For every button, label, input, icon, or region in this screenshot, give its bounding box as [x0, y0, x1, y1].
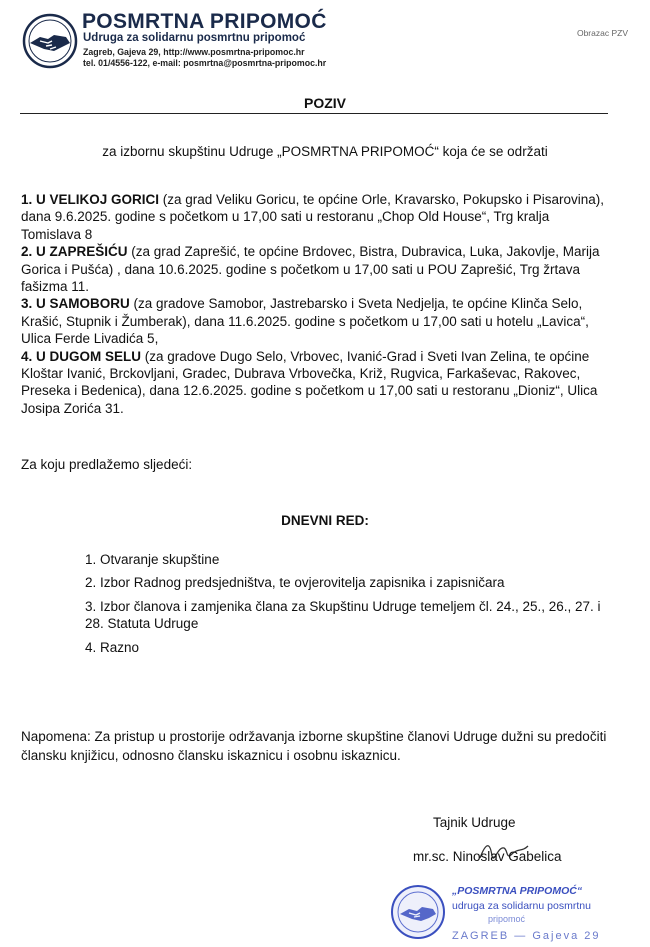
agenda-item: 4. Razno — [85, 639, 140, 655]
org-contact: tel. 01/4556-122, e-mail: posmrtna@posmrtna-pripomoc.hr — [83, 58, 327, 68]
stamp-line: „POSMRTNA PRIPOMOĆ“ — [452, 885, 583, 897]
handshake-seal-icon — [390, 884, 446, 940]
proposal-text: Za koju predlažemo sljedeći: — [21, 457, 193, 472]
location-heading: 4. U DUGOM SELU — [21, 348, 142, 364]
location-details: (za gradove Dugo Selo, Vrbovec, Ivanić-Grad i Sveti Ivan Zelina, te općine Kloštar Ivanić, Brckovljani, Gradec, Dubrava Vrbovečka, Križ, Rugvica, Farkaševac, Rakovec, Preseka i Bedenica), dana 12.6.2025. godine s početkom u 17,00 sati u restoranu „Dioniz“, Ulica Josipa Zorića 31. — [21, 348, 598, 416]
agenda-title: DNEVNI RED: — [281, 513, 369, 528]
agenda-item: 2. Izbor Radnog predsjedništva, te ovjerovitelja zapisnika i zapisničara — [85, 575, 505, 591]
agenda-list — [85, 551, 605, 662]
signatory-name: mr.sc. Ninoslav Gabelica — [413, 849, 562, 864]
form-code: Obrazac PZV — [576, 28, 628, 38]
agenda-item: 1. Otvaranje skupštine — [85, 552, 220, 567]
org-subtitle: Udruga za solidarnu posmrtnu pripomoć — [83, 32, 306, 44]
agenda-item: 3. Izbor članova i zamjenika člana za Skupštinu Udruge temeljem čl. 24., 25., 26., 27. i 28. Statuta Udruge — [85, 598, 601, 632]
org-address: Zagreb, Gajeva 29, http://www.posmrtna-pripomoc.hr — [83, 47, 305, 57]
location-heading: 3. U SAMOBORU — [21, 296, 130, 312]
location-item — [21, 243, 611, 295]
location-details: (za grad Veliku Goricu, te općine Orle, Kravarsko, Pokupsko i Pisarovina), dana 9.6.2025. godine s početkom u 17,00 sati u restoranu „Chop Old House“, Trg kralja Tomislava 8 — [21, 192, 604, 242]
location-item — [21, 295, 611, 347]
location-item — [21, 348, 611, 418]
stamp-line: ZAGREB — Gajeva 29 — [452, 930, 601, 942]
title-divider — [20, 113, 608, 114]
location-heading: 2. U ZAPREŠIĆU — [21, 244, 128, 260]
location-details: (za grad Zaprešić, te općine Brdovec, Bistra, Dubravica, Luka, Jakovlje, Marija Gorica i Pušća) , dana 10.6.2025. godine s početkom u 17,00 sati u POU Zaprešić, Trg žrtava fašizma 11. — [21, 244, 600, 295]
note-text: Napomena: Za pristup u prostorije održavanja izborne skupštine članovi Udruge dužni su predočiti člansku knjižicu, odnosno člansku iskaznicu i osobnu iskaznicu. — [21, 729, 607, 763]
stamp-line: udruga za solidarnu posmrtnu — [452, 900, 591, 912]
location-item — [21, 191, 611, 243]
location-list — [21, 191, 611, 417]
signatory-title: Tajnik Udruge — [433, 815, 516, 830]
org-name: POSMRTNA PRIPOMOĆ — [82, 10, 327, 33]
location-details: (za gradove Samobor, Jastrebarsko i Sveta Nedjelja, te općine Klinča Selo, Krašić, Stupnik i Žumberak), dana 11.6.2025. godine s početkom u 17,00 sati u hotelu „Lavica“, Ulica Ferde Livadića 5, — [21, 296, 589, 347]
location-heading: 1. U VELIKOJ GORICI — [21, 192, 160, 207]
stamp-line: pripomoć — [488, 914, 526, 924]
organization-stamp — [388, 880, 638, 947]
intro-text: za izbornu skupštinu Udruge „POSMRTNA PRIPOMOĆ“ koja će se održati — [102, 144, 548, 159]
document-title: POZIV — [303, 95, 346, 111]
handshake-logo-icon — [22, 13, 78, 69]
letterhead — [22, 10, 628, 70]
